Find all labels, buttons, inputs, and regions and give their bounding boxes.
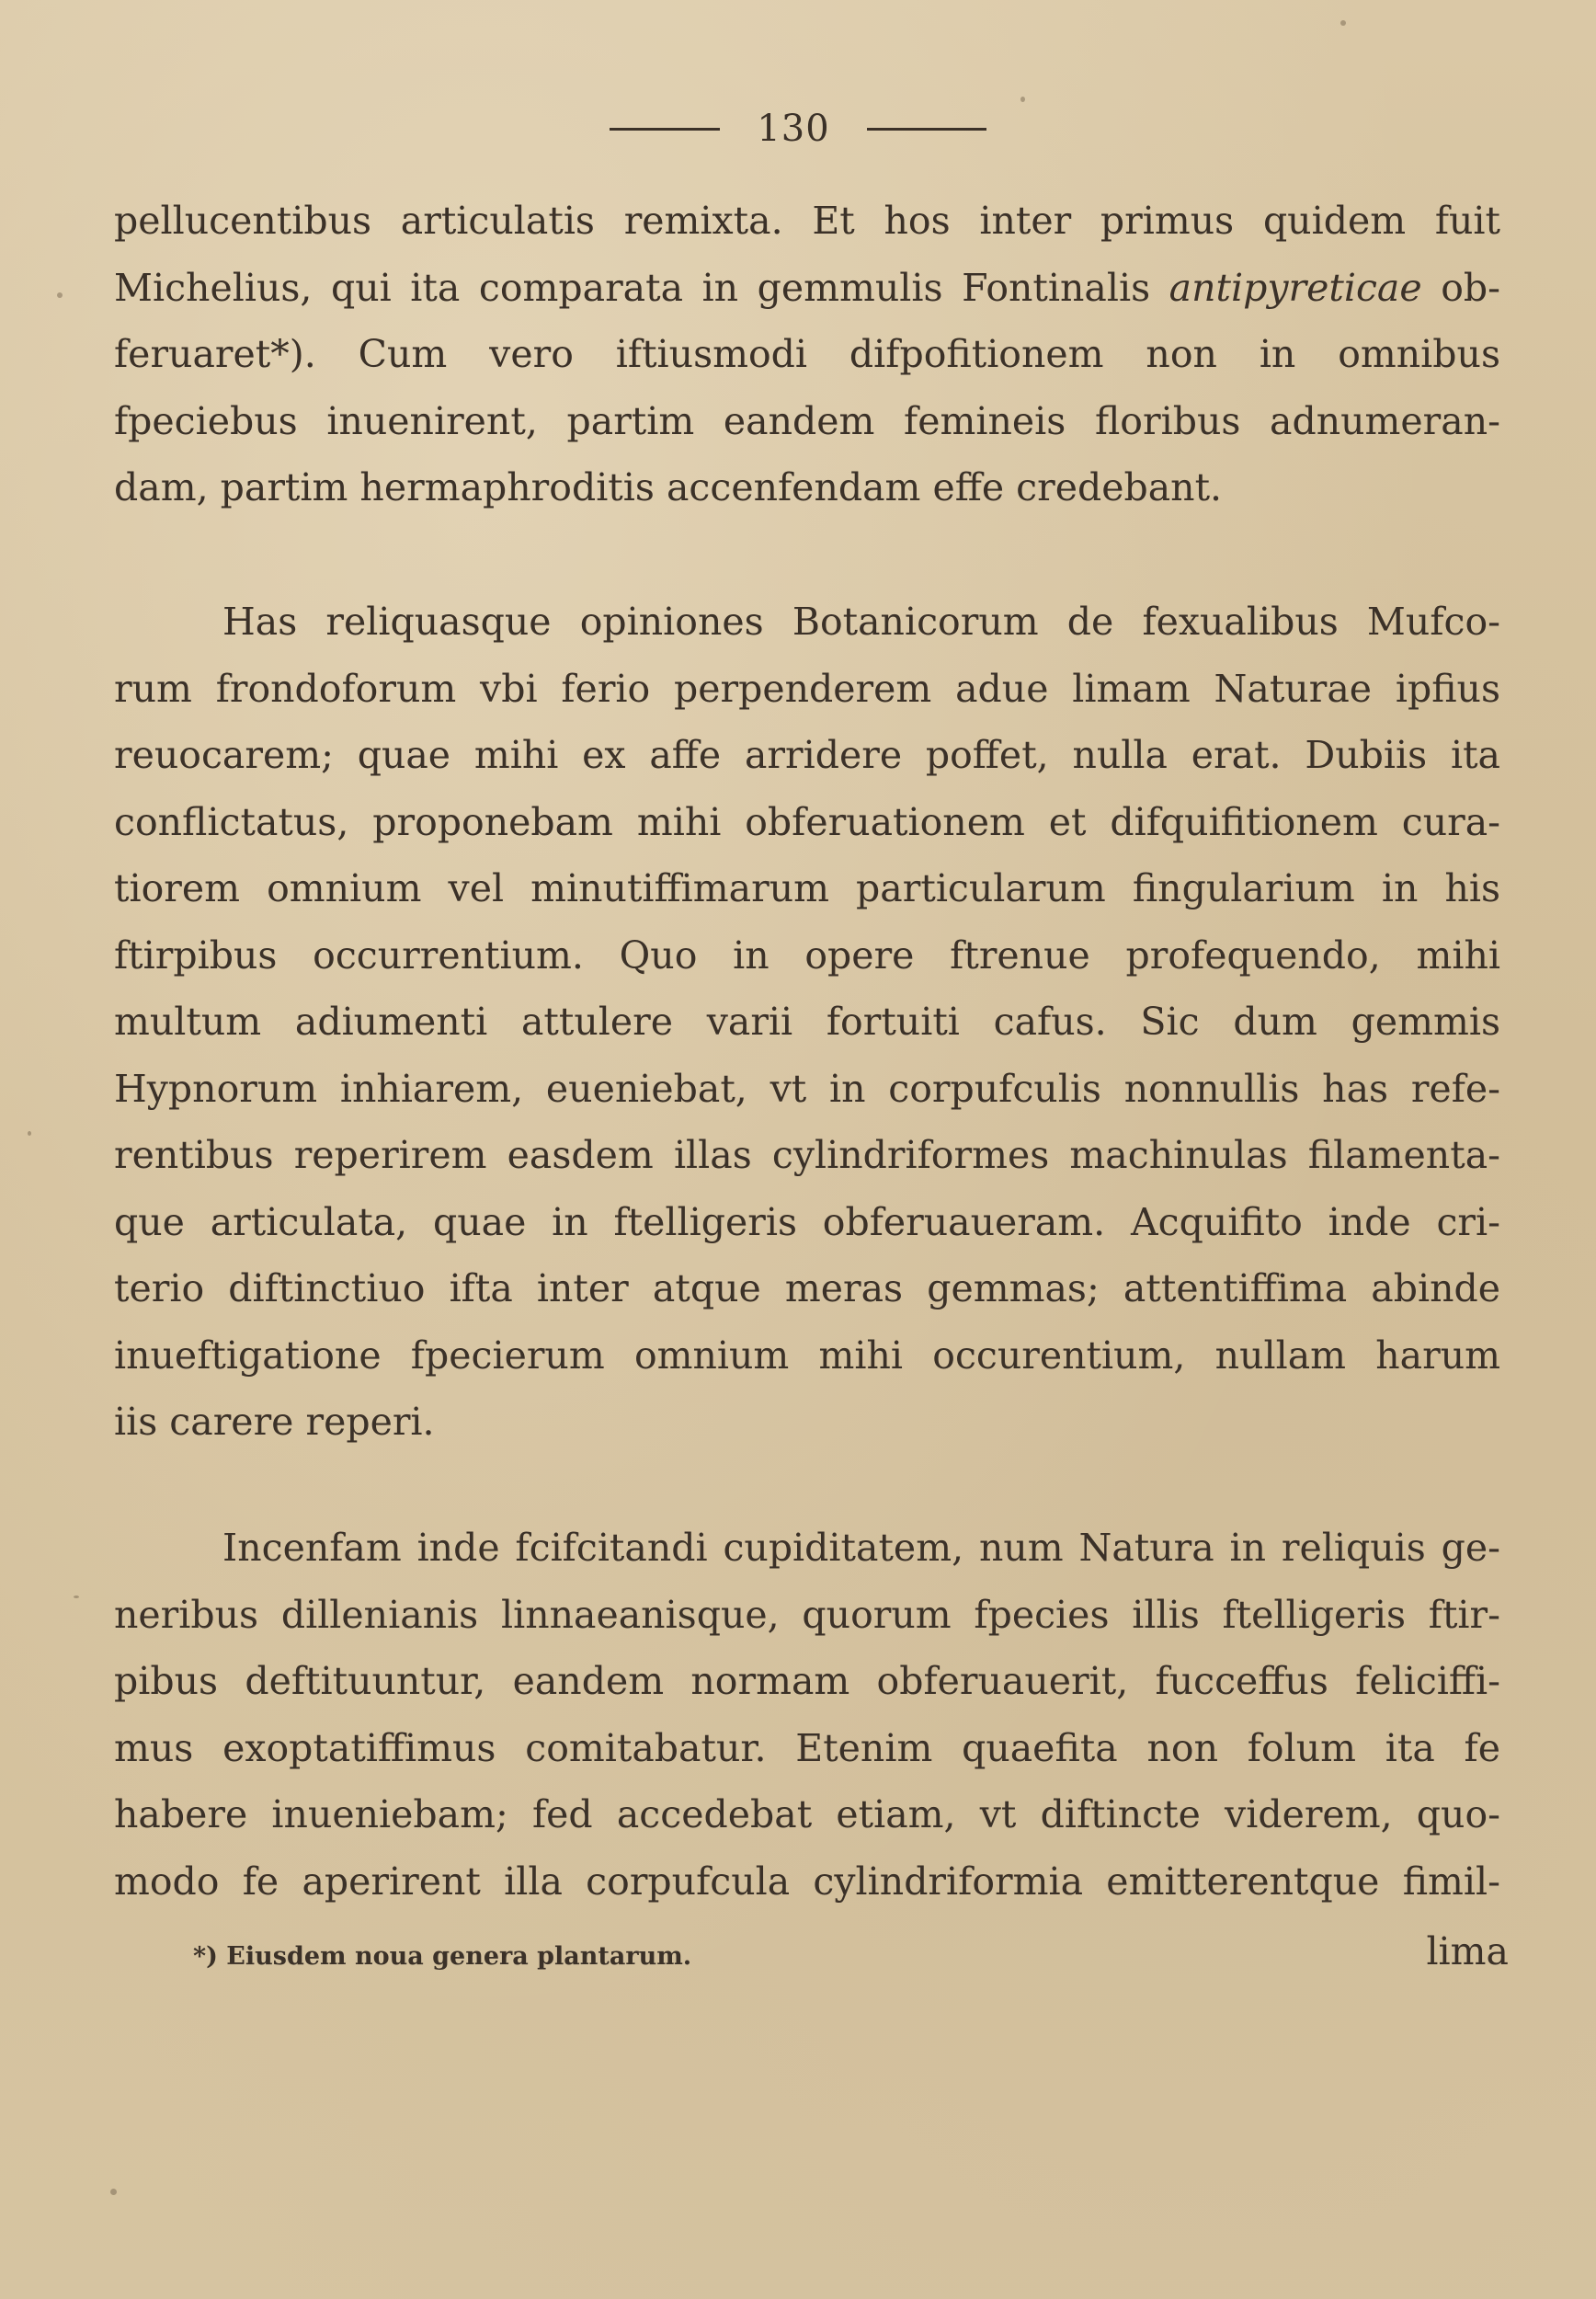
header-rule-left xyxy=(610,128,720,131)
paragraph-1 xyxy=(114,188,1500,521)
paper-speck xyxy=(110,2189,117,2195)
italic-term: antipyreticae xyxy=(1168,265,1422,310)
text-line: Has reliquasque opiniones Botanicorum de fexualibus Mufco- xyxy=(222,600,1500,644)
paper-speck xyxy=(28,1131,31,1136)
paper-speck xyxy=(57,292,63,298)
page-header xyxy=(0,101,1596,156)
text-line: conflictatus, proponebam mihi obferuationem et difquifitionem cura- xyxy=(114,799,1500,844)
catchword: lima xyxy=(1426,1929,1509,1973)
text-line: feruaret*). Cum vero iftiusmodi difpofitionem non in omnibus xyxy=(114,332,1500,376)
text-line: multum adiumenti attulere varii fortuiti cafus. Sic dum gemmis xyxy=(114,1000,1500,1044)
text-line: pellucentibus articulatis remixta. Et hos inter primus quidem fuit xyxy=(114,199,1500,243)
text-line: reuocarem; quae mihi ex affe arridere poffet, nulla erat. Dubiis ita xyxy=(114,733,1500,777)
text-line: ftirpibus occurrentium. Quo in opere ftrenue profequendo, mihi xyxy=(114,932,1500,978)
paper-speck xyxy=(74,1596,79,1598)
text-line: mus exoptatiffimus comitabatur. Etenim quaefita non folum ita fe xyxy=(114,1725,1500,1770)
text-line: pibus deftituuntur, eandem normam obferuauerit, fucceffus feliciffi- xyxy=(114,1659,1500,1703)
text-line: Incenfam inde fcifcitandi cupiditatem, num Natura in reliquis ge- xyxy=(222,1526,1500,1570)
text-line: que articulata, quae in ftelligeris obferuaueram. Acquifito inde cri- xyxy=(114,1199,1500,1244)
text-line: iis carere reperi. xyxy=(114,1400,435,1444)
paper-speck xyxy=(1020,97,1025,102)
text-line: Hypnorum inhiarem, eueniebat, vt in corpufculis nonnullis has refe- xyxy=(114,1066,1500,1111)
paragraph-2 xyxy=(114,589,1500,1456)
paragraph-3 xyxy=(114,1515,1500,1915)
text-line: Michelius, qui ita comparata in gemmulis Fontinalis antipyreticae ob- xyxy=(114,265,1500,310)
page-number: 130 xyxy=(757,108,830,150)
paper-speck xyxy=(1340,20,1346,26)
text-line: rentibus reperirem easdem illas cylindriformes machinulas filamenta- xyxy=(114,1133,1500,1177)
text-line: rum frondoforum vbi ferio perpenderem adue limam Naturae ipfius xyxy=(114,666,1500,711)
footnote: *) Eiusdem noua genera plantarum. xyxy=(193,1942,692,1971)
header-rule-right xyxy=(867,128,986,131)
text-line: tiorem omnium vel minutiffimarum particularum fingularium in his xyxy=(114,866,1500,910)
text-line: modo fe aperirent illa corpufcula cylindriformia emitterentque fimil- xyxy=(114,1859,1500,1904)
text-line: inueftigatione fpecierum omnium mihi occurentium, nullam harum xyxy=(114,1333,1500,1378)
text-line: fpeciebus inuenirent, partim eandem femineis floribus adnumeran- xyxy=(114,398,1500,443)
text-line: dam, partim hermaphroditis accenfendam effe credebant. xyxy=(114,465,1223,509)
text-line: terio diftinctiuo ifta inter atque meras gemmas; attentiffima abinde xyxy=(114,1266,1500,1310)
text-line: habere inueniebam; fed accedebat etiam, vt diftincte viderem, quo- xyxy=(114,1792,1500,1836)
text-line: neribus dillenianis linnaeanisque, quorum fpecies illis ftelligeris ftir- xyxy=(114,1592,1500,1637)
